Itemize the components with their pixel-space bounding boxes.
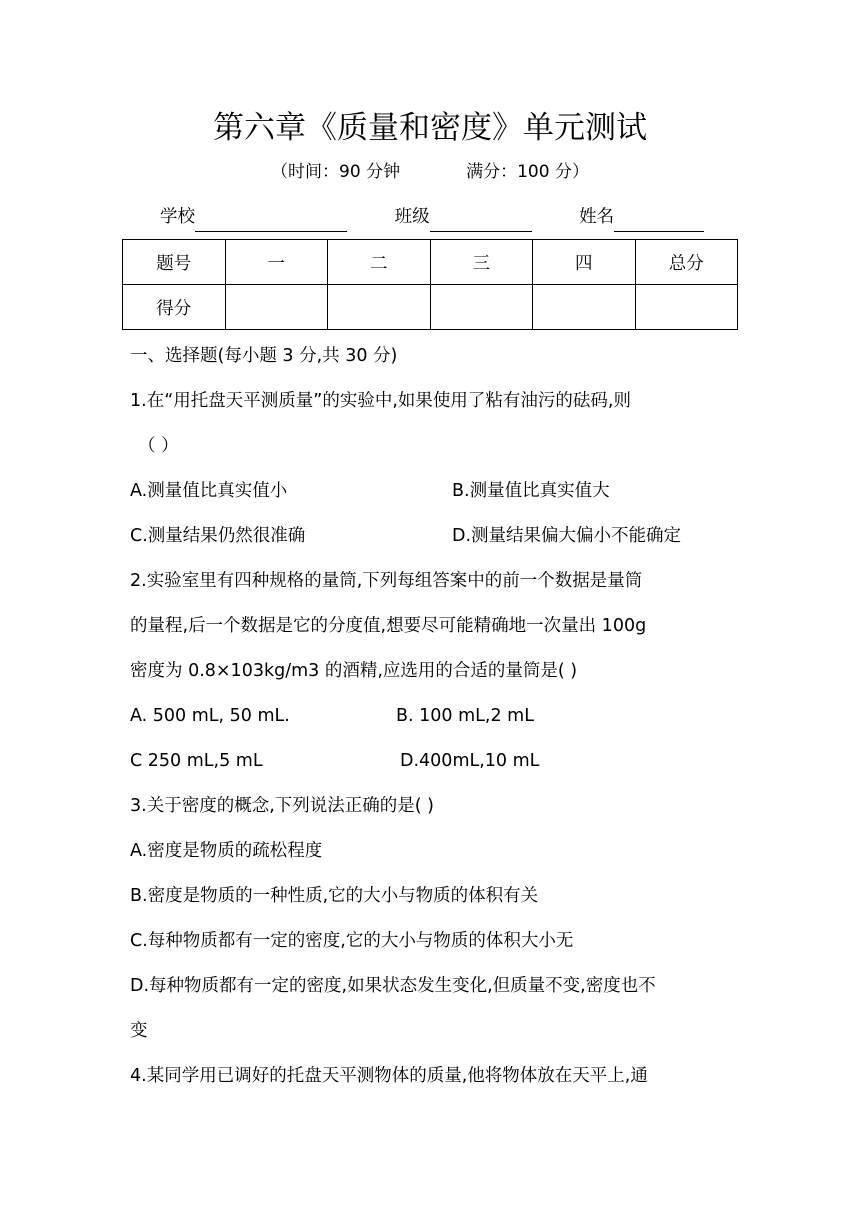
score-header-cell: 题号 xyxy=(123,240,226,285)
q1-option-b: B.测量值比真实值大 xyxy=(452,481,610,501)
score-cell[interactable] xyxy=(533,285,636,330)
student-info-row xyxy=(160,202,780,232)
q2-stem-line3: 密度为 0.8×103kg/m3 的酒精,应选用的合适的量筒是( ) xyxy=(130,661,578,681)
q3-option-d-line1: D.每种物质都有一定的密度,如果状态发生变化,但质量不变,密度也不 xyxy=(130,976,656,996)
q2-options-cd xyxy=(130,745,730,790)
q2-stem-line2: 的量程,后一个数据是它的分度值,想要尽可能精确地一次量出 100g xyxy=(130,616,647,636)
score-cell[interactable] xyxy=(635,285,738,330)
q3-stem: 3.关于密度的概念,下列说法正确的是( ) xyxy=(130,796,434,816)
score-header-cell: 三 xyxy=(430,240,533,285)
name-blank[interactable] xyxy=(614,209,704,232)
q2-option-d: D.400mL,10 mL xyxy=(400,751,540,771)
class-label: 班级 xyxy=(394,207,430,227)
class-blank[interactable] xyxy=(430,209,532,232)
score-table-score-row xyxy=(123,285,738,330)
q2-option-a: A. 500 mL, 50 mL. xyxy=(130,706,290,726)
exam-info xyxy=(0,158,860,186)
score-row-label: 得分 xyxy=(123,285,226,330)
q1-options-ab xyxy=(130,475,730,520)
score-table xyxy=(122,239,738,330)
exam-time: （时间：90 分钟 xyxy=(271,162,401,182)
q2-options-ab xyxy=(130,700,730,745)
q1-option-a: A.测量值比真实值小 xyxy=(130,481,288,501)
q4-stem: 4.某同学用已调好的托盘天平测物体的质量,他将物体放在天平上,通 xyxy=(130,1066,648,1086)
q1-options-cd xyxy=(130,520,730,565)
school-label: 学校 xyxy=(160,207,195,227)
score-header-cell: 二 xyxy=(328,240,431,285)
q3-option-c: C.每种物质都有一定的密度,它的大小与物质的体积大小无 xyxy=(130,931,574,951)
score-header-cell: 一 xyxy=(225,240,328,285)
score-cell[interactable] xyxy=(225,285,328,330)
exam-full-score: 满分：100 分） xyxy=(466,162,589,182)
q2-option-c: C 250 mL,5 mL xyxy=(130,751,263,771)
q2-stem-line1: 2.实验室里有四种规格的量筒,下列每组答案中的前一个数据是量筒 xyxy=(130,571,643,591)
q3-option-b: B.密度是物质的一种性质,它的大小与物质的体积有关 xyxy=(130,886,539,906)
score-cell[interactable] xyxy=(430,285,533,330)
q2-option-b: B. 100 mL,2 mL xyxy=(396,706,534,726)
name-label: 姓名 xyxy=(579,207,615,227)
q1-option-d: D.测量结果偏大偏小不能确定 xyxy=(452,526,682,546)
q1-option-c: C.测量结果仍然很准确 xyxy=(130,526,306,546)
q1-stem: 1.在“用托盘天平测质量”的实验中,如果使用了粘有油污的砝码,则 xyxy=(130,391,631,411)
school-field xyxy=(160,202,347,232)
q1-answer-paren: （ ） xyxy=(138,436,179,456)
score-header-cell: 总分 xyxy=(635,240,738,285)
name-field xyxy=(579,202,704,232)
school-blank[interactable] xyxy=(195,209,347,232)
page-title: 第六章《质量和密度》单元测试 xyxy=(213,110,647,146)
class-field xyxy=(395,202,532,232)
score-table-header-row xyxy=(123,240,738,285)
q3-option-a: A.密度是物质的疏松程度 xyxy=(130,841,323,861)
q3-option-d-line2: 变 xyxy=(130,1021,148,1041)
score-header-cell: 四 xyxy=(533,240,636,285)
score-cell[interactable] xyxy=(328,285,431,330)
section-heading: 一、选择题(每小题 3 分,共 30 分) xyxy=(130,346,398,366)
question-body xyxy=(130,340,730,1105)
